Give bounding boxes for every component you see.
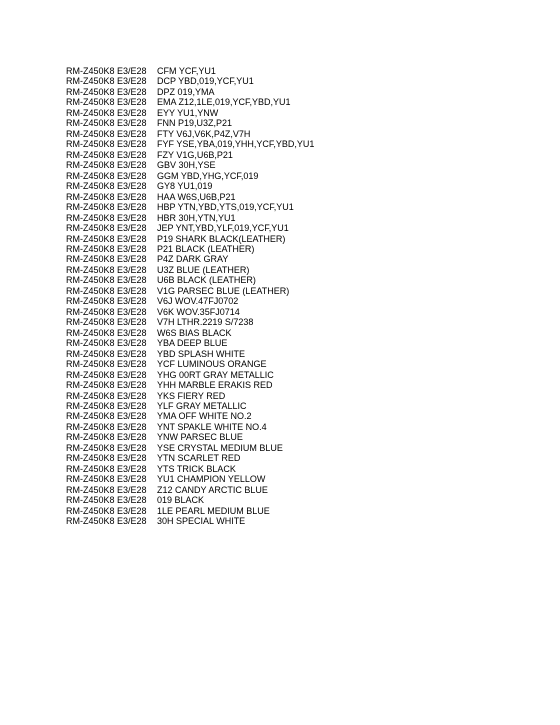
color-description: GBV 30H,YSE: [157, 160, 216, 171]
color-description: YTS TRICK BLACK: [157, 463, 236, 474]
color-description: YHG 00RT GRAY METALLIC: [157, 369, 274, 380]
model-code: RM-Z450K8 E3/E28: [66, 505, 147, 516]
model-code: RM-Z450K8 E3/E28: [66, 421, 147, 432]
color-description: V6J WOV.47FJ0702: [157, 296, 239, 307]
list-item: [66, 139, 314, 149]
model-code: RM-Z450K8 E3/E28: [66, 285, 147, 296]
list-item: [66, 97, 314, 107]
model-code: RM-Z450K8 E3/E28: [66, 191, 147, 202]
list-item: [66, 275, 314, 285]
color-description: YSE CRYSTAL MEDIUM BLUE: [157, 442, 283, 453]
color-description: YLF GRAY METALLIC: [157, 401, 247, 411]
model-code: RM-Z450K8 E3/E28: [66, 97, 147, 108]
list-item: [66, 129, 314, 139]
model-code: RM-Z450K8 E3/E28: [66, 181, 147, 192]
color-description: FTY V6J,V6K,P4Z,V7H: [157, 128, 251, 139]
list-item: [66, 192, 314, 202]
color-description: YNW PARSEC BLUE: [157, 432, 243, 443]
list-item: [66, 349, 314, 359]
model-code: RM-Z450K8 E3/E28: [66, 401, 147, 411]
color-description: V1G PARSEC BLUE (LEATHER): [157, 285, 290, 296]
list-item: [66, 213, 314, 223]
list-item: [66, 307, 314, 317]
list-item: [66, 66, 314, 76]
color-description: DPZ 019,YMA: [157, 86, 215, 97]
list-item: [66, 370, 314, 380]
color-description: DCP YBD,019,YCF,YU1: [157, 76, 254, 87]
list-item: [66, 108, 314, 118]
color-description: FNN P19,U3Z,P21: [157, 118, 233, 129]
list-item: [66, 401, 314, 411]
list-item: [66, 171, 314, 181]
color-description: V6K WOV.35FJ0714: [157, 306, 240, 317]
list-item: [66, 516, 314, 526]
model-code: RM-Z450K8 E3/E28: [66, 495, 147, 506]
model-code: RM-Z450K8 E3/E28: [66, 432, 147, 443]
model-code: RM-Z450K8 E3/E28: [66, 327, 147, 338]
color-description: P21 BLACK (LEATHER): [157, 243, 255, 254]
color-description: YNT SPAKLE WHITE NO.4: [157, 421, 267, 432]
model-code: RM-Z450K8 E3/E28: [66, 369, 147, 380]
model-code: RM-Z450K8 E3/E28: [66, 139, 147, 150]
model-code: RM-Z450K8 E3/E28: [66, 296, 147, 307]
list-item: [66, 453, 314, 463]
list-item: [66, 485, 314, 495]
color-description: YMA OFF WHITE NO.2: [157, 411, 252, 422]
model-code: RM-Z450K8 E3/E28: [66, 453, 147, 464]
model-code: RM-Z450K8 E3/E28: [66, 474, 147, 485]
color-description: YKS FIERY RED: [157, 390, 226, 401]
color-description: P4Z DARK GRAY: [157, 254, 229, 265]
list-item: [66, 338, 314, 348]
color-description: YTN SCARLET RED: [157, 453, 241, 464]
model-code: RM-Z450K8 E3/E28: [66, 359, 147, 370]
model-code: RM-Z450K8 E3/E28: [66, 338, 147, 349]
color-description: Z12 CANDY ARCTIC BLUE: [157, 484, 268, 495]
list-item: [66, 506, 314, 516]
color-description: 019 BLACK: [157, 495, 205, 506]
model-code: RM-Z450K8 E3/E28: [66, 390, 147, 401]
list-item: [66, 223, 314, 233]
list-item: [66, 118, 314, 128]
model-code: RM-Z450K8 E3/E28: [66, 76, 147, 87]
model-code: RM-Z450K8 E3/E28: [66, 411, 147, 422]
model-code: RM-Z450K8 E3/E28: [66, 306, 147, 317]
list-item: [66, 328, 314, 338]
model-code: RM-Z450K8 E3/E28: [66, 243, 147, 254]
list-item: [66, 265, 314, 275]
color-description: HAA W6S,U6B,P21: [157, 191, 236, 202]
list-item: [66, 359, 314, 369]
list-item: [66, 87, 314, 97]
model-code: RM-Z450K8 E3/E28: [66, 149, 147, 160]
model-code: RM-Z450K8 E3/E28: [66, 484, 147, 495]
model-code: RM-Z450K8 E3/E28: [66, 264, 147, 275]
model-code: RM-Z450K8 E3/E28: [66, 128, 147, 139]
list-item: [66, 296, 314, 306]
model-code: RM-Z450K8 E3/E28: [66, 212, 147, 223]
list-item: [66, 411, 314, 421]
color-description: HBR 30H,YTN,YU1: [157, 212, 236, 223]
model-code: RM-Z450K8 E3/E28: [66, 317, 147, 328]
color-description: 1LE PEARL MEDIUM BLUE: [157, 505, 270, 516]
color-description: YHH MARBLE ERAKIS RED: [157, 380, 273, 391]
model-code: RM-Z450K8 E3/E28: [66, 223, 147, 234]
model-code: RM-Z450K8 E3/E28: [66, 170, 147, 181]
color-description: JEP YNT,YBD,YLF,019,YCF,YU1: [157, 223, 289, 234]
color-description: YCF LUMINOUS ORANGE: [157, 359, 267, 370]
model-code: RM-Z450K8 E3/E28: [66, 275, 147, 286]
color-description: W6S BIAS BLACK: [157, 327, 232, 338]
list-item: [66, 495, 314, 505]
color-description: GGM YBD,YHG,YCF,019: [157, 170, 259, 181]
color-description: P19 SHARK BLACK(LEATHER): [157, 233, 286, 244]
model-code: RM-Z450K8 E3/E28: [66, 254, 147, 265]
list-item: [66, 474, 314, 484]
color-description: 30H SPECIAL WHITE: [157, 516, 246, 527]
list-item: [66, 160, 314, 170]
model-code: RM-Z450K8 E3/E28: [66, 380, 147, 391]
model-code: RM-Z450K8 E3/E28: [66, 442, 147, 453]
list-item: [66, 317, 314, 327]
color-description: YBD SPLASH WHITE: [157, 348, 246, 359]
model-code: RM-Z450K8 E3/E28: [66, 348, 147, 359]
model-code: RM-Z450K8 E3/E28: [66, 463, 147, 474]
list-item: [66, 234, 314, 244]
color-description: U6B BLACK (LEATHER): [157, 275, 256, 286]
list-item: [66, 380, 314, 390]
color-description: V7H LTHR.2219 S/7238: [157, 317, 254, 328]
list-item: [66, 202, 314, 212]
list-item: [66, 76, 314, 86]
color-description: EYY YU1,YNW: [157, 107, 219, 118]
model-code: RM-Z450K8 E3/E28: [66, 233, 147, 244]
list-item: [66, 286, 314, 296]
color-code-list: [66, 66, 314, 527]
model-code: RM-Z450K8 E3/E28: [66, 202, 147, 213]
model-code: RM-Z450K8 E3/E28: [66, 160, 147, 171]
model-code: RM-Z450K8 E3/E28: [66, 107, 147, 118]
list-item: [66, 181, 314, 191]
model-code: RM-Z450K8 E3/E28: [66, 118, 147, 129]
color-description: EMA Z12,1LE,019,YCF,YBD,YU1: [157, 97, 291, 108]
list-item: [66, 254, 314, 264]
color-description: HBP YTN,YBD,YTS,019,YCF,YU1: [157, 202, 294, 213]
list-item: [66, 443, 314, 453]
list-item: [66, 432, 314, 442]
color-description: CFM YCF,YU1: [157, 66, 216, 76]
color-description: FYF YSE,YBA,019,YHH,YCF,YBD,YU1: [157, 139, 315, 150]
color-description: U3Z BLUE (LEATHER): [157, 264, 250, 275]
color-description: FZY V1G,U6B,P21: [157, 149, 233, 160]
list-item: [66, 150, 314, 160]
model-code: RM-Z450K8 E3/E28: [66, 66, 147, 76]
list-item: [66, 244, 314, 254]
list-item: [66, 422, 314, 432]
color-description: YU1 CHAMPION YELLOW: [157, 474, 266, 485]
model-code: RM-Z450K8 E3/E28: [66, 516, 147, 527]
color-description: GY8 YU1,019: [157, 181, 213, 192]
model-code: RM-Z450K8 E3/E28: [66, 86, 147, 97]
list-item: [66, 391, 314, 401]
list-item: [66, 464, 314, 474]
color-description: YBA DEEP BLUE: [157, 338, 228, 349]
